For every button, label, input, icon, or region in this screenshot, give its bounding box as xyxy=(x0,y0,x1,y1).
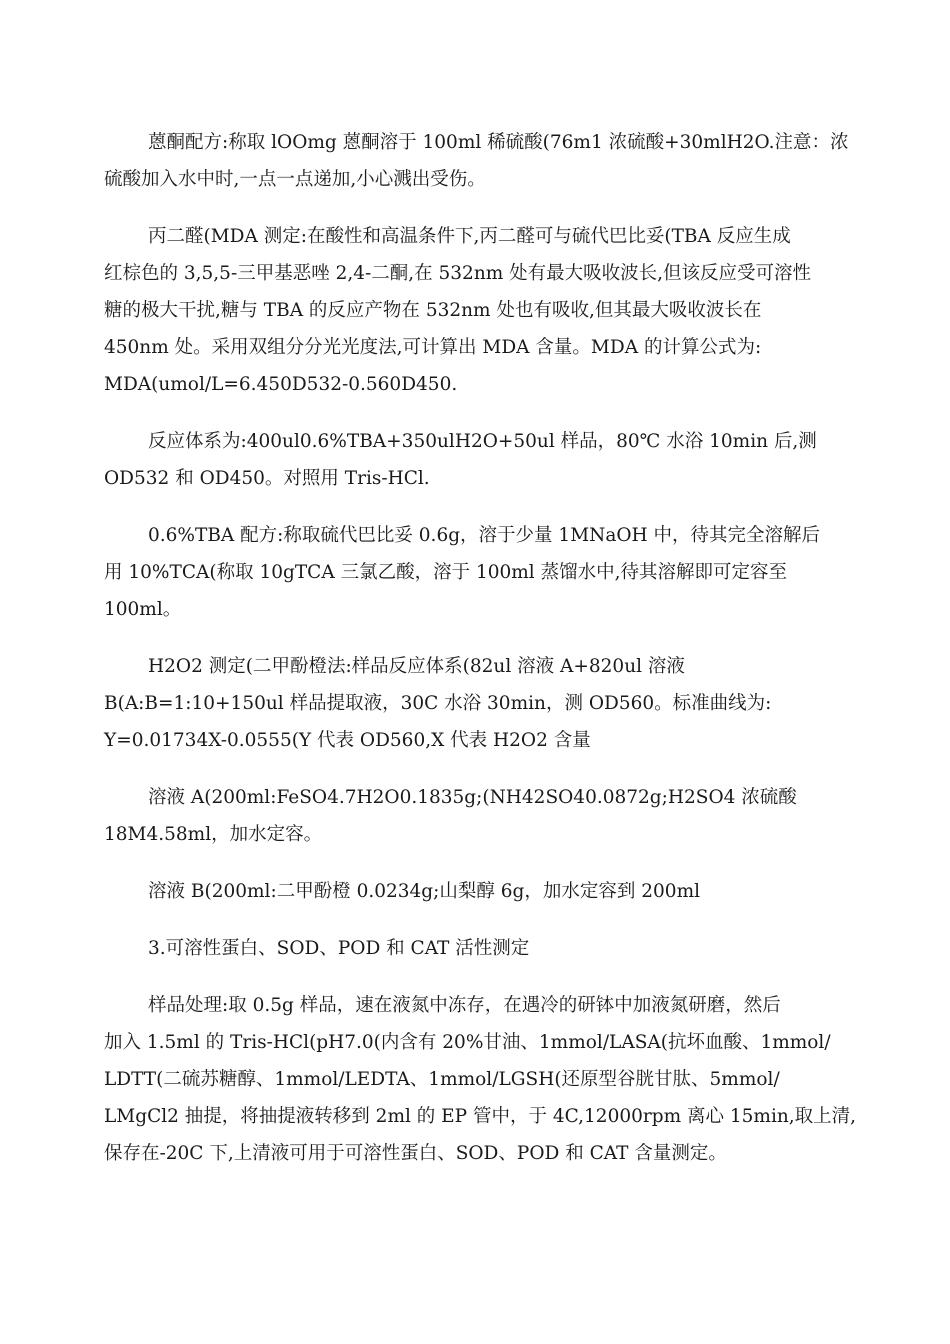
text-line: LMgCl2 抽提，将抽提液转移到 2ml 的 EP 管中，于 4C,12000rpm 离心 15min,取上清, xyxy=(104,1106,857,1127)
text-line: 保存在-20C 下,上清液可用于可溶性蛋白、SOD、POD 和 CAT 含量测定。 xyxy=(104,1143,727,1164)
paragraph-reaction-system xyxy=(104,423,846,497)
paragraph-sample-processing xyxy=(104,987,857,1172)
text-line: 糖的极大干扰,糖与 TBA 的反应产物在 532nm 处也有吸收,但其最大吸收波长在 xyxy=(104,300,762,321)
text-line: 红棕色的 3,5,5-三甲基恶唑 2,4-二酮,在 532nm 处有最大吸收波长,但该反应受可溶性 xyxy=(104,263,812,284)
paragraph-solution-b xyxy=(104,873,846,910)
text-line: 100ml。 xyxy=(104,599,182,620)
text-line: 450nm 处。采用双组分分光光度法,可计算出 MDA 含量。MDA 的计算公式为: xyxy=(104,337,762,358)
text-line: 加入 1.5ml 的 Tris-HCl(pH7.0(内含有 20%甘油、1mmol/LASA(抗坏血酸、1mmol/ xyxy=(104,1032,831,1053)
text-line: H2O2 测定(二甲酚橙法:样品反应体系(82ul 溶液 A+820ul 溶液 xyxy=(148,656,685,677)
text-line: 溶液 A(200ml:FeSO4.7H2O0.1835g;(NH42SO40.0872g;H2SO4 浓硫酸 xyxy=(148,787,797,808)
text-line: 反应体系为:400ul0.6%TBA+350ulH2O+50ul 样品，80℃ 水浴 10min 后,测 xyxy=(148,431,817,452)
text-line: 用 10%TCA(称取 10gTCA 三氯乙酸，溶于 100ml 蒸馏水中,待其溶解即可定容至 xyxy=(104,562,787,583)
text-line: 18M4.58ml，加水定容。 xyxy=(104,824,323,845)
text-line: LDTT(二硫苏糖醇、1mmol/LEDTA、1mmol/LGSH(还原型谷胱甘肽、5mmol/ xyxy=(104,1069,780,1090)
text-line: 硫酸加入水中时,一点一点递加,小心溅出受伤。 xyxy=(104,169,486,190)
text-line: 0.6%TBA 配方:称取硫代巴比妥 0.6g，溶于少量 1MNaOH 中，待其完全溶解后 xyxy=(148,525,821,546)
text-line: 蒽酮配方:称取 lOOmg 蒽酮溶于 100ml 稀硫酸(76m1 浓硫酸+30mlH2O.注意：浓 xyxy=(148,132,849,153)
paragraph-tba-recipe xyxy=(104,517,846,628)
text-line: OD532 和 OD450。对照用 Tris-HCl. xyxy=(104,468,430,489)
text-line: 3.可溶性蛋白、SOD、POD 和 CAT 活性测定 xyxy=(148,938,530,959)
text-line: MDA(umol/L=6.450D532-0.560D450. xyxy=(104,374,458,395)
paragraph-mda-assay xyxy=(104,218,846,403)
text-line: 样品处理:取 0.5g 样品，速在液氮中冻存，在遇冷的研钵中加液氮研磨，然后 xyxy=(148,995,781,1016)
document-page xyxy=(104,124,857,1192)
paragraph-h2o2-assay xyxy=(104,648,846,759)
paragraph-anthrone-recipe xyxy=(104,124,849,198)
text-line: 丙二醛(MDA 测定:在酸性和高温条件下,丙二醛可与硫代巴比妥(TBA 反应生成 xyxy=(148,226,791,247)
text-line: Y=0.01734X-0.0555(Y 代表 OD560,X 代表 H2O2 含量 xyxy=(104,730,591,751)
text-line: 溶液 B(200ml:二甲酚橙 0.0234g;山梨醇 6g，加水定容到 200ml xyxy=(148,881,701,902)
section-heading xyxy=(104,930,846,967)
text-line: B(A:B=1:10+150ul 样品提取液，30C 水浴 30min，测 OD560。标准曲线为: xyxy=(104,693,772,714)
paragraph-solution-a xyxy=(104,779,846,853)
